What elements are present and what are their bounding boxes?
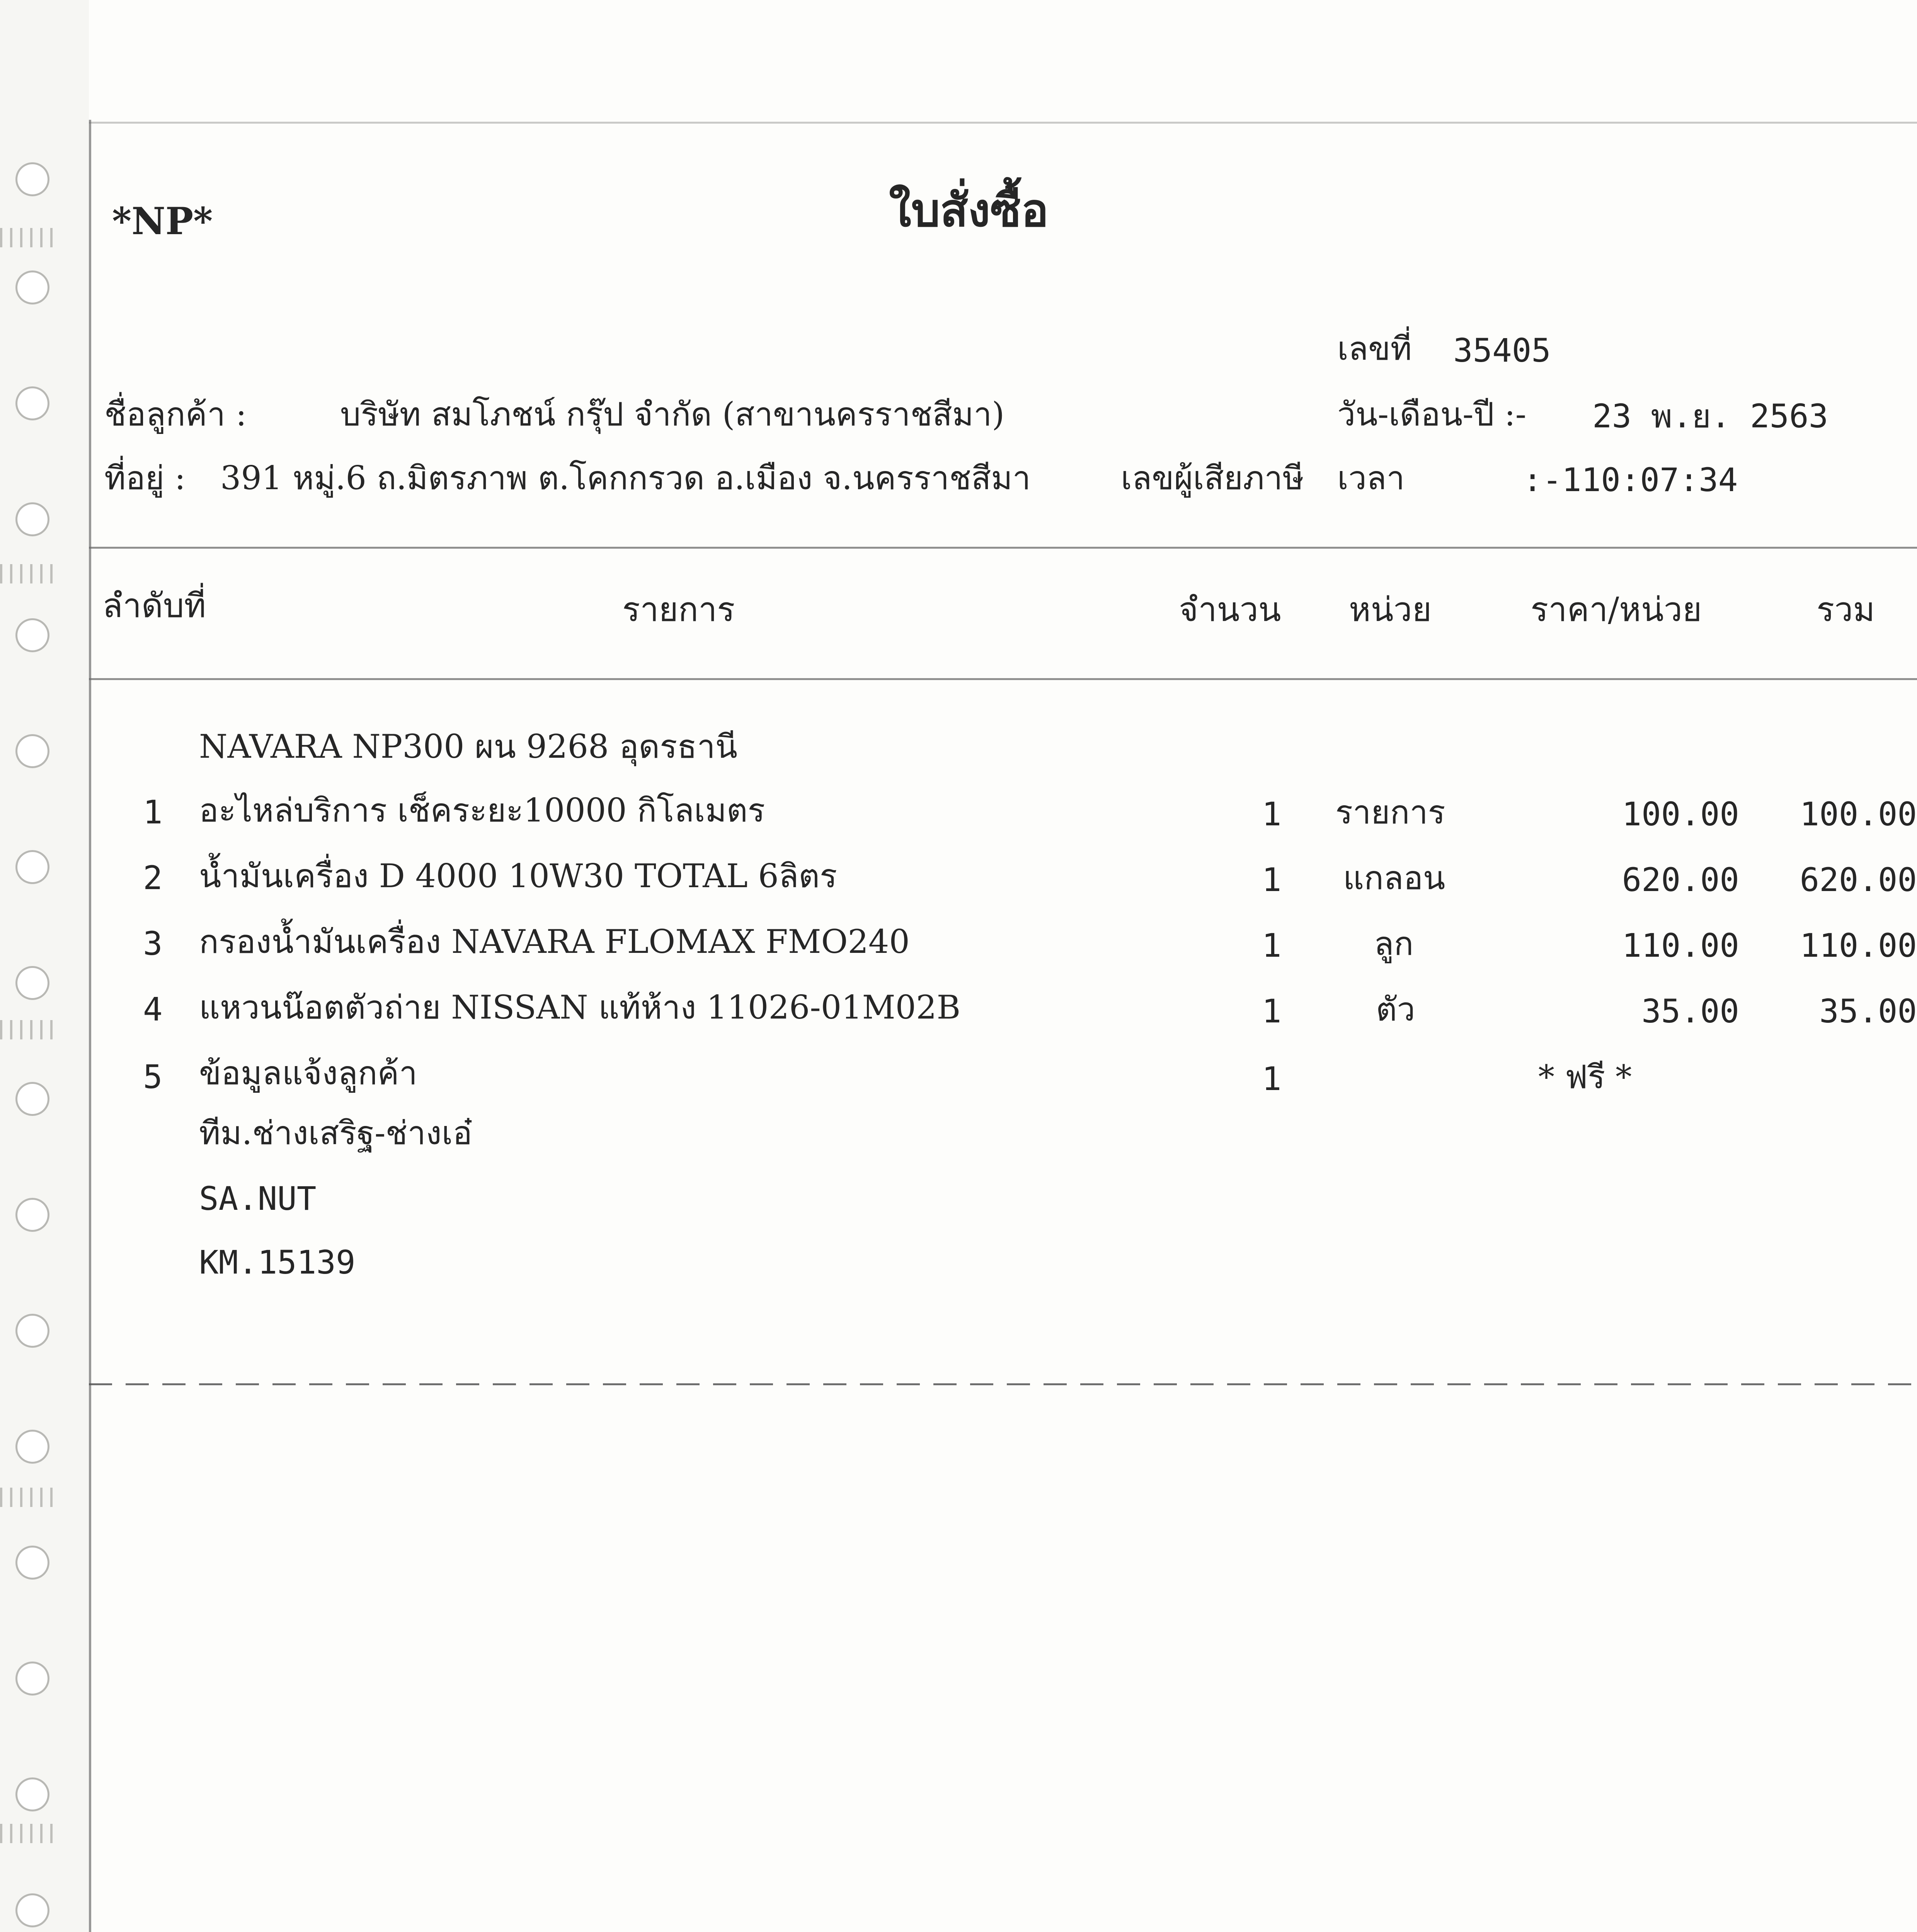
date-label: วัน-เดือน-ปี :- (1337, 395, 1527, 433)
perforation (0, 1824, 58, 1843)
address-label: ที่อยู่ : (104, 459, 186, 497)
row-qty: 1 (1262, 1060, 1282, 1098)
row-desc: กรองน้ำมันเครื่อง NAVARA FLOMAX FMO240 (199, 923, 910, 961)
note-line: SA.NUT (199, 1180, 317, 1218)
customer-name: บริษัท สมโภชน์ กรุ๊ป จำกัด (สาขานครราชสีมา) (340, 395, 1005, 433)
tractor-hole (15, 734, 49, 768)
items-end-rule (89, 1383, 1917, 1385)
tractor-hole (15, 850, 49, 884)
row-no: 1 (143, 793, 163, 831)
tractor-hole (15, 1777, 49, 1811)
tractor-hole (15, 386, 49, 420)
tractor-hole (15, 270, 49, 304)
doc-date: 23 พ.ย. 2563 (1592, 397, 1828, 435)
row-unit: ลูก (1374, 925, 1414, 963)
row-desc: น้ำมันเครื่อง D 4000 10W30 TOTAL 6ลิตร (199, 857, 837, 895)
row-qty: 1 (1262, 927, 1282, 964)
document-title: ใบสั่งซื้อ (889, 183, 1049, 237)
row-unit: ตัว (1376, 990, 1415, 1028)
col-header-no: ลำดับที่ (102, 587, 206, 625)
col-header-price: ราคา/หน่วย (1531, 590, 1702, 629)
tractor-hole (15, 966, 49, 1000)
row-total: 110.00 (1800, 927, 1917, 964)
header-bottom-rule (89, 678, 1917, 680)
row-price: 620.00 (1622, 861, 1739, 899)
row-unit: รายการ (1335, 793, 1445, 831)
doc-time: :-110:07:34 (1523, 461, 1738, 499)
tractor-hole (15, 618, 49, 652)
form-left-rule (89, 120, 91, 1932)
row-qty: 1 (1262, 992, 1282, 1030)
row-total: 620.00 (1800, 861, 1917, 899)
tractor-hole (15, 1430, 49, 1464)
row-qty: 1 (1262, 861, 1282, 899)
col-header-unit: หน่วย (1349, 590, 1432, 629)
tax-id-label: เลขผู้เสียภาษี (1121, 459, 1304, 497)
row-desc: อะไหล่บริการ เช็คระยะ10000 กิโลเมตร (199, 791, 765, 829)
vehicle-line: NAVARA NP300 ผน 9268 อุดรธานี (199, 728, 738, 765)
tractor-hole (15, 162, 49, 196)
tractor-hole (15, 1198, 49, 1232)
row-price: 35.00 (1641, 992, 1739, 1030)
col-header-total: รวม (1817, 590, 1875, 629)
doc-number: 35405 (1453, 332, 1551, 369)
row-qty: 1 (1262, 795, 1282, 833)
perforation (0, 1020, 58, 1039)
top-rule (89, 122, 1917, 124)
row-desc: แหวนน๊อตตัวถ่าย NISSAN แท้ห้าง 11026-01M02B (199, 988, 961, 1026)
tractor-hole (15, 1662, 49, 1696)
doc-badge: *NP* (112, 199, 213, 243)
row-no: 3 (143, 925, 163, 963)
perforation (0, 228, 58, 247)
col-header-item: รายการ (622, 590, 735, 629)
row-desc: ข้อมูลแจ้งลูกค้า (199, 1054, 417, 1092)
row-price: 110.00 (1622, 927, 1739, 964)
note-line: ทีม.ช่างเสริฐ-ช่างเอ๋ (199, 1114, 472, 1152)
row-no: 4 (143, 990, 163, 1028)
perforation (0, 564, 58, 583)
tractor-hole (15, 1314, 49, 1348)
doc-number-label: เลขที่ (1337, 330, 1412, 367)
tractor-hole (15, 502, 49, 536)
row-unit: แกลอน (1343, 859, 1445, 897)
col-header-qty: จำนวน (1179, 590, 1281, 629)
row-price-free: * ฟรี * (1538, 1058, 1632, 1096)
header-top-rule (89, 547, 1917, 549)
note-line: KM.15139 (199, 1243, 356, 1281)
customer-address: 391 หมู่.6 ถ.มิตรภาพ ต.โคกกรวด อ.เมือง จ.นครราชสีมา (220, 459, 1031, 497)
row-no: 5 (143, 1058, 163, 1096)
tractor-hole (15, 1893, 49, 1927)
time-label: เวลา (1337, 459, 1405, 497)
tractor-hole (15, 1082, 49, 1116)
row-total: 100.00 (1800, 795, 1917, 833)
customer-name-label: ชื่อลูกค้า : (104, 395, 247, 433)
tractor-hole (15, 1546, 49, 1580)
row-no: 2 (143, 859, 163, 897)
row-price: 100.00 (1622, 795, 1739, 833)
perforation (0, 1488, 58, 1507)
row-total: 35.00 (1819, 992, 1917, 1030)
